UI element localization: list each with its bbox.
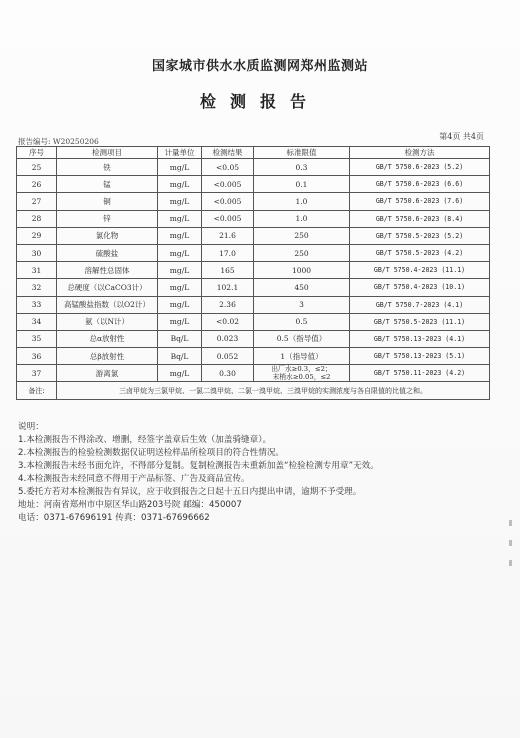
table-body <box>17 159 490 382</box>
standard-limit-cell: 250 <box>254 244 350 261</box>
row-number-cell: 31 <box>17 262 57 279</box>
address-line: 地址：河南省郑州市中原区华山路203号院 邮编：450007 <box>18 500 242 510</box>
standard-limit-cell: 1（指导值） <box>254 348 350 365</box>
table-row <box>17 244 490 261</box>
test-result-cell: <0.005 <box>202 210 254 227</box>
unit-cell: mg/L <box>158 313 202 330</box>
phone-line: 电话：0371-67696191 传真：0371-67696662 <box>18 513 210 523</box>
test-result-cell: 0.30 <box>202 365 254 382</box>
results-table <box>16 146 490 400</box>
column-header-method: 检测方法 <box>350 147 490 159</box>
column-header-unit: 计量单位 <box>158 147 202 159</box>
row-number-cell: 29 <box>17 227 57 244</box>
table-row <box>17 348 490 365</box>
table-row <box>17 159 490 176</box>
organization-title: 国家城市供水水质监测网郑州监测站 <box>151 59 368 74</box>
table-row <box>17 296 490 313</box>
test-item-cell: 锰 <box>57 176 158 193</box>
unit-cell: mg/L <box>158 262 202 279</box>
remark-text: 三卤甲烷为三氯甲烷、一氯二溴甲烷、二氯一溴甲烷、三溴甲烷的实测浓度与各自限值的比值之和。 <box>57 382 490 400</box>
row-number-cell: 25 <box>17 159 57 176</box>
test-method-cell: GB/T 5750.5-2023 (11.1) <box>350 313 490 330</box>
table-row <box>17 262 490 279</box>
test-result-cell: 2.36 <box>202 296 254 313</box>
row-number-cell: 33 <box>17 296 57 313</box>
column-header-item: 检测项目 <box>57 147 158 159</box>
column-header-result: 检测结果 <box>202 147 254 159</box>
test-method-cell: GB/T 5750.4-2023 (10.1) <box>350 279 490 296</box>
note-line: 1.本检测报告不得涂改、增删，经签字盖章后生效（加盖骑缝章）。 <box>18 435 272 445</box>
column-header-limit: 标准限值 <box>254 147 350 159</box>
unit-cell: mg/L <box>158 365 202 382</box>
test-result-cell: <0.005 <box>202 176 254 193</box>
standard-limit-cell: 1.0 <box>254 193 350 210</box>
test-item-cell: 硫酸盐 <box>57 244 158 261</box>
unit-cell: mg/L <box>158 159 202 176</box>
remark-label: 备注: <box>17 382 57 400</box>
page-number: 第4页 共4页 <box>439 132 484 141</box>
unit-cell: mg/L <box>158 210 202 227</box>
test-method-cell: GB/T 5750.5-2023 (4.2) <box>350 244 490 261</box>
test-method-cell: GB/T 5750.11-2023 (4.2) <box>350 365 490 382</box>
row-number-cell: 27 <box>17 193 57 210</box>
binding-edge-mark <box>509 520 512 526</box>
standard-limit-cell: 1.0 <box>254 210 350 227</box>
unit-cell: Bq/L <box>158 330 202 347</box>
standard-limit-cell: 0.5 <box>254 313 350 330</box>
standard-limit-cell: 0.1 <box>254 176 350 193</box>
table-row <box>17 279 490 296</box>
note-line: 2.本检测报告的检验检测数据仅证明送检样品所检项目的符合性情况。 <box>18 448 285 458</box>
test-method-cell: GB/T 5750.6-2023 (5.2) <box>350 159 490 176</box>
test-result-cell: 17.0 <box>202 244 254 261</box>
table-row <box>17 227 490 244</box>
test-method-cell: GB/T 5750.4-2023 (11.1) <box>350 262 490 279</box>
test-item-cell: 氨（以N计） <box>57 313 158 330</box>
note-line: 4.本检测报告未经同意不得用于产品标签、广告及商品宣传。 <box>18 474 250 484</box>
test-result-cell: 21.6 <box>202 227 254 244</box>
row-number-cell: 35 <box>17 330 57 347</box>
test-method-cell: GB/T 5750.6-2023 (8.4) <box>350 210 490 227</box>
note-line: 3.本检测报告未经书面允许，不得部分复制。复制检测报告未重新加盖“检验检测专用章”无效。 <box>18 461 379 471</box>
test-method-cell: GB/T 5750.6-2023 (7.6) <box>350 193 490 210</box>
test-method-cell: GB/T 5750.13-2023 (4.1) <box>350 330 490 347</box>
unit-cell: mg/L <box>158 176 202 193</box>
unit-cell: mg/L <box>158 296 202 313</box>
row-number-cell: 34 <box>17 313 57 330</box>
test-result-cell: <0.02 <box>202 313 254 330</box>
table-row <box>17 210 490 227</box>
test-item-cell: 锌 <box>57 210 158 227</box>
standard-limit-cell: 250 <box>254 227 350 244</box>
test-result-cell: 102.1 <box>202 279 254 296</box>
test-item-cell: 溶解性总固体 <box>57 262 158 279</box>
unit-cell: mg/L <box>158 279 202 296</box>
test-item-cell: 铜 <box>57 193 158 210</box>
unit-cell: Bq/L <box>158 348 202 365</box>
standard-limit-cell: 0.3 <box>254 159 350 176</box>
row-number-cell: 36 <box>17 348 57 365</box>
standard-limit-cell: 1000 <box>254 262 350 279</box>
row-number-cell: 30 <box>17 244 57 261</box>
test-result-cell: 0.052 <box>202 348 254 365</box>
row-number-cell: 26 <box>17 176 57 193</box>
test-result-cell: 0.023 <box>202 330 254 347</box>
column-header-no: 序号 <box>17 147 57 159</box>
note-line: 5.委托方若对本检测报告有异议，应于收到报告之日起十五日内提出申请，逾期不予受理。 <box>18 487 362 497</box>
notes-section <box>18 421 498 525</box>
standard-limit-cell: 450 <box>254 279 350 296</box>
table-row <box>17 176 490 193</box>
test-method-cell: GB/T 5750.7-2023 (4.1) <box>350 296 490 313</box>
test-item-cell: 铁 <box>57 159 158 176</box>
test-result-cell: 165 <box>202 262 254 279</box>
test-item-cell: 总硬度（以CaCO3计） <box>57 279 158 296</box>
test-item-cell: 高锰酸盐指数（以O2计） <box>57 296 158 313</box>
test-method-cell: GB/T 5750.5-2023 (5.2) <box>350 227 490 244</box>
table-row <box>17 365 490 382</box>
report-number: 报告编号: W20250206 <box>18 137 99 146</box>
table-row <box>17 330 490 347</box>
row-number-cell: 32 <box>17 279 57 296</box>
test-item-cell: 游离氯 <box>57 365 158 382</box>
table-row <box>17 313 490 330</box>
standard-limit-cell: 3 <box>254 296 350 313</box>
binding-edge-mark <box>509 540 512 546</box>
unit-cell: mg/L <box>158 244 202 261</box>
test-item-cell: 总α放射性 <box>57 330 158 347</box>
unit-cell: mg/L <box>158 193 202 210</box>
test-item-cell: 总β放射性 <box>57 348 158 365</box>
binding-edge-mark <box>509 560 512 566</box>
notes-heading: 说明： <box>18 422 44 432</box>
table-header-row <box>17 147 490 159</box>
report-title: 检测报告 <box>199 92 320 111</box>
standard-limit-cell: 出厂水≥0.3，≤2； 末梢水≥0.05，≤2 <box>254 365 350 382</box>
table-row <box>17 193 490 210</box>
unit-cell: mg/L <box>158 227 202 244</box>
standard-limit-cell: 0.5（指导值） <box>254 330 350 347</box>
test-method-cell: GB/T 5750.13-2023 (5.1) <box>350 348 490 365</box>
remark-row <box>17 382 490 400</box>
row-number-cell: 28 <box>17 210 57 227</box>
test-item-cell: 氯化物 <box>57 227 158 244</box>
test-result-cell: <0.05 <box>202 159 254 176</box>
test-method-cell: GB/T 5750.6-2023 (6.6) <box>350 176 490 193</box>
test-result-cell: <0.005 <box>202 193 254 210</box>
row-number-cell: 37 <box>17 365 57 382</box>
